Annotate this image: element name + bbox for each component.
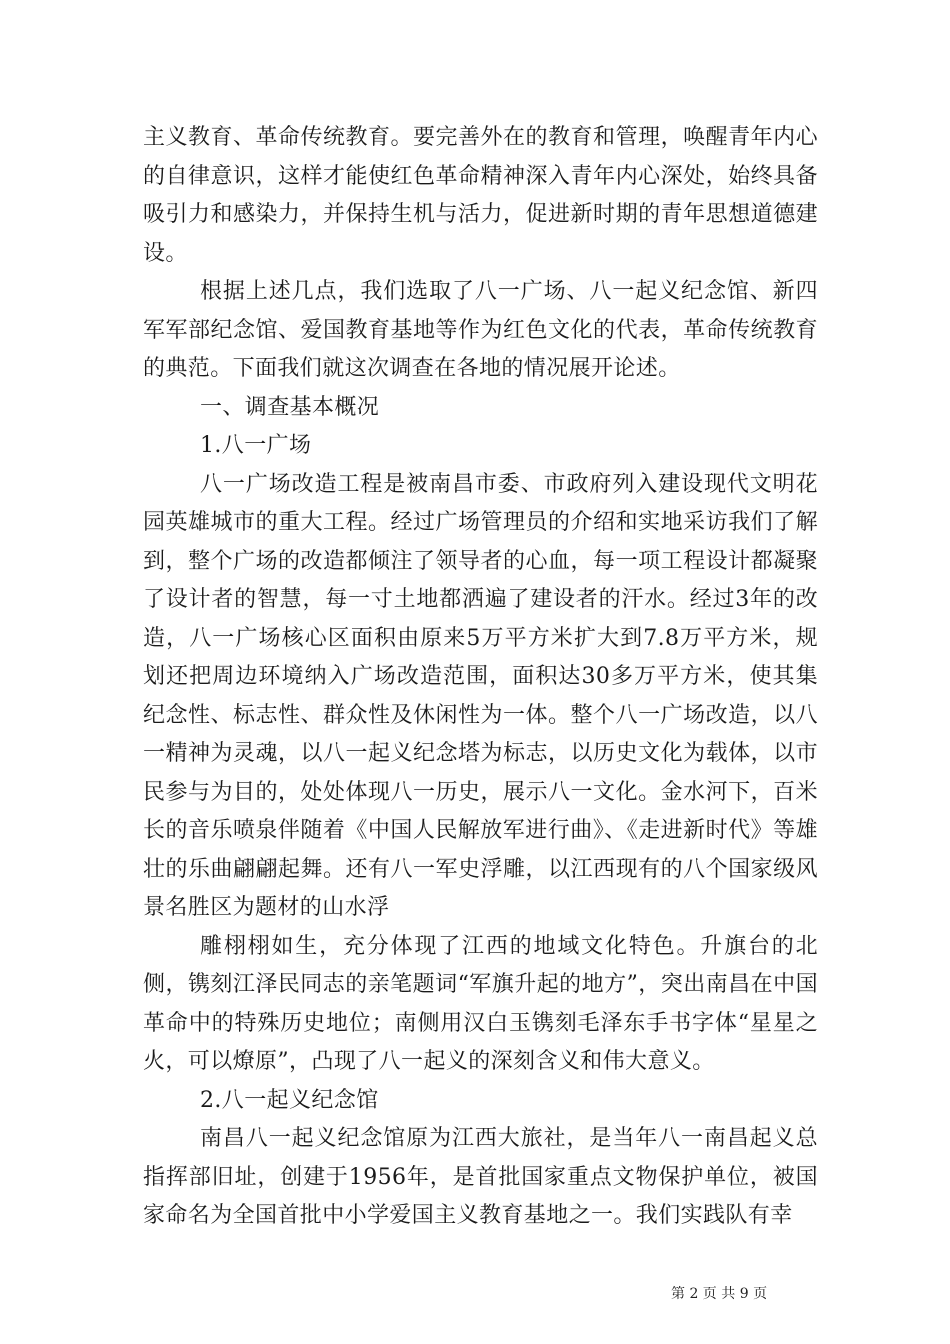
paragraph-intro-continuation: 主义教育、革命传统教育。要完善外在的教育和管理，唤醒青年内心的自律意识，这样才能使红色革命精神深入青年内心深处，始终具备吸引力和感染力，并保持生机与活力，促进新时期的青年思想道德建设。: [143, 125, 818, 266]
paragraph-uprising-memorial: 南昌八一起义纪念馆原为江西大旅社，是当年八一南昌起义总指挥部旧址，创建于1956年，是首批国家重点文物保护单位，被国家命名为全国首批中小学爱国主义教育基地之一。我们实践队有幸: [143, 1126, 818, 1228]
paragraph-selection-summary: 根据上述几点，我们选取了八一广场、八一起义纪念馆、新四军军部纪念馆、爱国教育基地等作为红色文化的代表，革命传统教育的典范。下面我们就这次调查在各地的情况展开论述。: [143, 279, 818, 381]
document-body: [143, 119, 818, 1236]
section-heading-overview: 一、调查基本概况: [200, 394, 380, 420]
subsection-heading-uprising-memorial: 2.八一起义纪念馆: [200, 1087, 379, 1113]
paragraph-bayi-square: 八一广场改造工程是被南昌市委、市政府列入建设现代文明花园英雄城市的重大工程。经过广场管理员的介绍和实地采访我们了解到，整个广场的改造都倾注了领导者的心血，每一项工程设计都凝聚了设计者的智慧，每一寸土地都洒遍了建设者的汗水。经过3年的改造，八一广场核心区面积由原来5万平方米扩大到7.8万平方米，规划还把周边环境纳入广场改造范围，面积达30多万平方米，使其集纪念性、标志性、群众性及休闲性为一体。整个八一广场改造，以八一精神为灵魂，以八一起义纪念塔为标志，以历史文化为载体，以市民参与为目的，处处体现八一历史，展示八一文化。金水河下，百米长的音乐喷泉伴随着《中国人民解放军进行曲》、《走进新时代》等雄壮的乐曲翩翩起舞。还有八一军史浮雕，以江西现有的八个国家级风景名胜区为题材的山水浮: [143, 471, 818, 920]
subsection-heading-bayi-square: 1.八一广场: [200, 433, 312, 458]
paragraph-bayi-square-relief: 雕栩栩如生，充分体现了江西的地域文化特色。升旗台的北侧，镌刻江泽民同志的亲笔题词“军旗升起的地方”，突出南昌在中国革命中的特殊历史地位；南侧用汉白玉镌刻毛泽东手书字体“星星之火，可以燎原”，凸现了八一起义的深刻含义和伟大意义。: [143, 933, 818, 1074]
page-number-footer: 第 2 页 共 9 页: [671, 1286, 768, 1302]
